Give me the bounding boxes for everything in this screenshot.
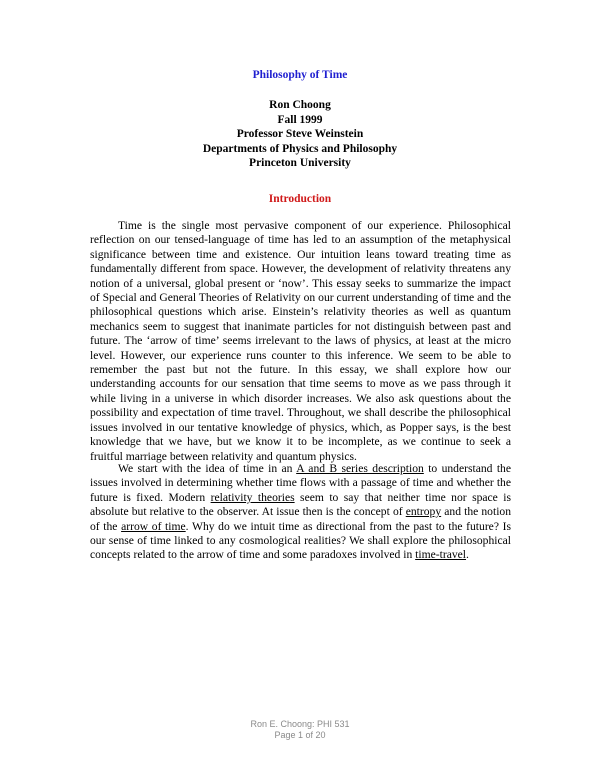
semester: Fall 1999 — [277, 113, 323, 126]
section-heading-introduction: Introduction — [268, 193, 332, 205]
footer-author-course: Ron E. Choong: PHI 531 — [250, 719, 350, 729]
page-footer — [0, 719, 600, 741]
paragraph-2 — [90, 462, 511, 563]
paragraph-2-text: to understand the issues involved in determining whether time flows with a passage of time and whether the future is fixed. Modern — [90, 462, 511, 504]
department: Departments of Physics and Philosophy — [202, 142, 398, 155]
professor: Professor Steve Weinstein — [236, 128, 364, 140]
university: Princeton University — [249, 157, 351, 169]
document-title: Philosophy of Time — [252, 69, 348, 81]
paragraph-2-text: seem to say that neither time nor space is absolute but relative to the observer. At issue then is the concept of — [90, 490, 511, 519]
link-arrow-of-time[interactable]: arrow of time — [121, 519, 186, 533]
link-a-and-b-series[interactable]: A and B series description — [296, 462, 424, 475]
footer-page-number: Page 1 of 20 — [274, 730, 326, 740]
paragraph-2-text: . — [466, 548, 469, 562]
author-block — [0, 98, 600, 171]
paragraph-2-text: . Why do we intuit time as directional from the past to the future? Is our sense of time linked to any cosmological realities? We shall explore the philosophical concepts related to the arrow of time and some paradoxes involved in — [90, 519, 511, 562]
author-name: Ron Choong — [269, 99, 331, 111]
link-relativity-theories[interactable]: relativity theories — [210, 490, 295, 504]
link-time-travel[interactable]: time-travel — [415, 548, 467, 562]
paragraph-2-text: and the notion of the — [90, 505, 512, 533]
paragraph-1: Time is the single most pervasive component of our experience. Philosophical reflection on our tensed-language of time has led to an assumption of the metaphysical significance between time and existence. Our intuition leans toward treating time as fundamentally different from space. However, the development of relativity threatens any notion of a universal, global present or ‘now’. This essay seeks to summarize the impact of Special and General Theories of Relativity on our current understanding of time and the philosophical questions which arise. Einstein’s relativity theories as well as quantum mechanics seem to suggest that inanimate particles for not distinguish between past and future. The ‘arrow of time’ seems irrelevant to the laws of physics, at least at the micro level. However, our experience runs counter to this inference. We seem to be able to remember the past but not the future. In this essay, we shall explore how our understanding accounts for our sensation that time seems to move as we pass through it while living in a universe in which disorder increases. We also ask questions about the possibility and expectation of time travel. Throughout, we shall describe the philosophical issues involved in our tentative knowledge of physics, which, as Popper says, is the best knowledge that we have, but we know it to be incomplete, as we continue to seek a fruitful marriage between relativity and quantum physics. — [90, 219, 511, 463]
link-entropy[interactable]: entropy — [405, 505, 442, 519]
paragraph-2-text: We start with the idea of time in an — [118, 462, 297, 475]
